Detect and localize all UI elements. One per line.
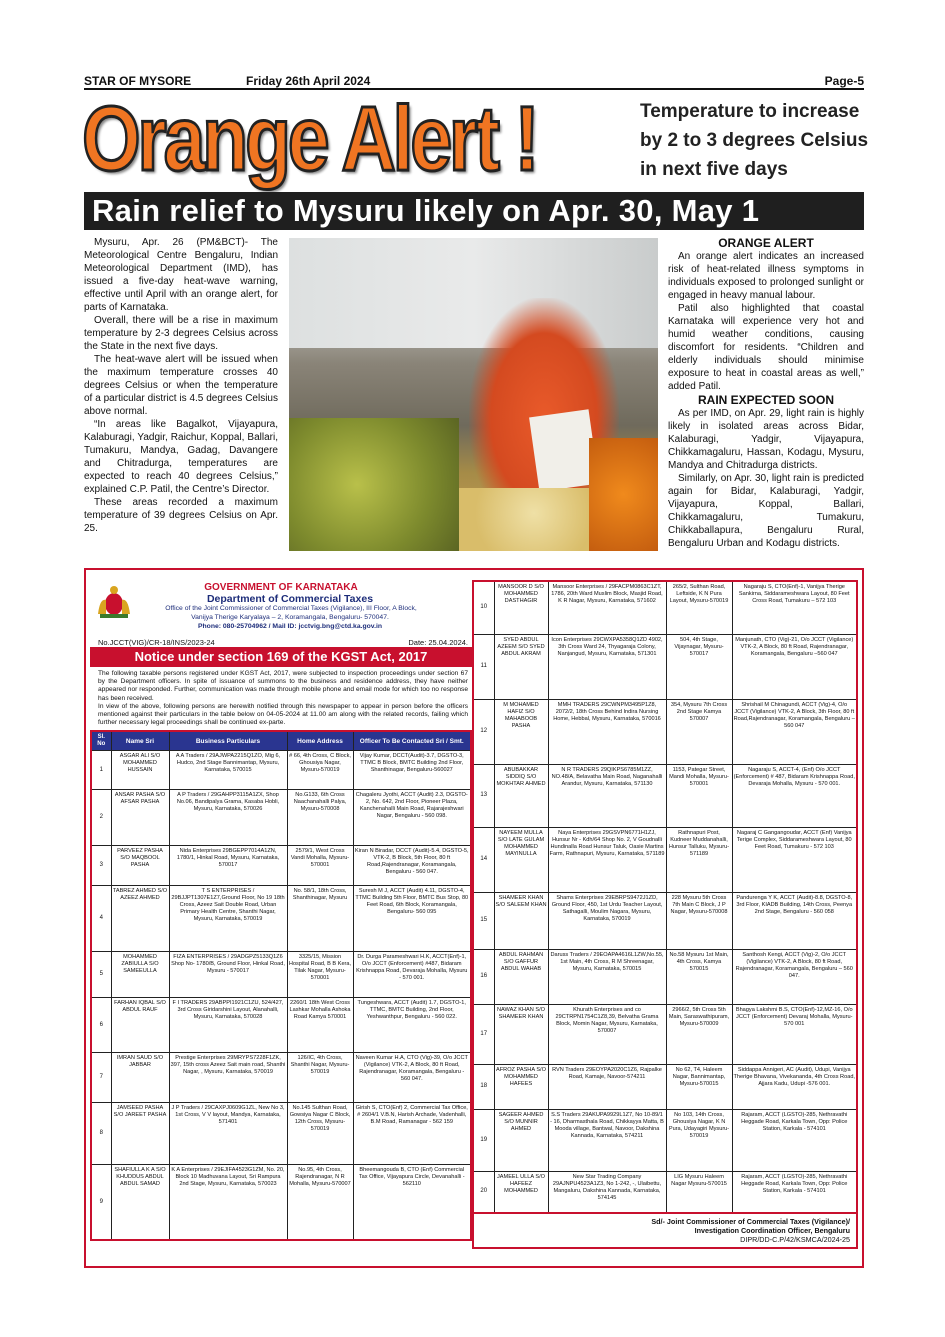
cell-business: S.S Traders 29AKUPA9929L1Z7, No 10-89/1 - 16, Dharmasthala Road, Chikkayya Matta, B Mooda village, Bantwal, Navoor, Dakshina Kannada, Karnataka, 574211 (548, 1109, 666, 1171)
cell-officer: Girish S, CTO(Enf) 2, Commercial Tax Office, # 2604/1 V.B.N, Harish Archade, Vadenhalli, B.M Road, Ramanagar - 562 159 (353, 1103, 471, 1165)
cell-name: JAMSEED PASHA S/O JAREET PASHA (111, 1103, 169, 1165)
paragraph: As per IMD, on Apr. 29, light rain is highly likely in isolated areas across Bidar, Kalaburagi, Yadgir, Vijayapura, Chikkamagaluru, Hassan, Kodagu, Mysuru, Mandya and Chitradurga districts. (668, 408, 864, 471)
table-row (473, 827, 857, 892)
cell-name: PARVEEZ PASHA S/O MAQBOOL PASHA (111, 846, 169, 886)
cell-home: 2966/2, 5th Cross 5th Main, Saraswathipuram, Mysuru-570009 (666, 1004, 732, 1064)
cell-name: M MOHAMED HAFIZ S/O MAHABOOB PASHA (494, 699, 548, 764)
table-row (91, 790, 471, 846)
cell-sl: 7 (91, 1053, 111, 1103)
cell-home: 3325/15, Mission Hospital Road, B B Kera, Tilak Nagar, Mysuru- 570001 (287, 952, 353, 998)
cell-home: No 103, 14th Cross, Ghousiya Nagar, K N Pura, Udayagiri Mysuru-570019 (666, 1109, 732, 1171)
header-home: Home Address (287, 731, 353, 751)
cell-name: SHAFIULLA K A S/O KHUDDUS ABDUL ABDUL SAMAD (111, 1165, 169, 1240)
cell-name: MOHAMMED ZABIULLA S/O SAMEEULLA (111, 952, 169, 998)
notice-body-para: In view of the above, following persons are herewith notified through this newspaper to appear in person before the officers mentioned against their particulars in the table below on 04-05-2024 at 11.00 am along with the related records, failing which further necessary legal proceedings shall be continued ex-parte. (98, 702, 468, 727)
cell-sl: 17 (473, 1004, 494, 1064)
notice-ref-row (90, 638, 472, 647)
signature-line: Sd/- Joint Commissioner of Commercial Taxes (Vigilance)/ (651, 1217, 850, 1226)
table-row (473, 581, 857, 634)
cell-officer: Siddappa Annigeri, AC (Audit), Udupi, Vanijya Therige Bhavana, Vivekananda, 4th Cross Road, Ajjara Kadu, Udupi -576 001. (732, 1064, 857, 1109)
cell-business: Prestige Enterprises 29MRYPS7228F1ZK, 397, 15th cross Azeez Sait main road, Shanthi Nagar, , Mysuru, Karnataka, 570019 (169, 1053, 287, 1103)
cell-officer: Kiran N Biradar, DCCT (Audit)-5.4, DGSTO-5, VTK-2, B Block, 5th Floor, 80 ft Road,Rajendranagar, Koramangala, Bengaluru - 560 047. (353, 846, 471, 886)
cell-home: No.G133, 6th Cross Naachanahalli Palya, Mysuru-570008 (287, 790, 353, 846)
notice-body-para: The following taxable persons registered under KGST Act, 2017, were subjected to inspection proceedings under section 67 by the Department officers. In spite of issuance of summons to the business and residence address, they have neither appeared nor responded. Further, communication was made through mobile phone and email mode for which too no response has been received. (98, 670, 468, 702)
cell-business: Nida Enterprises 29BGEPP7014A1ZN, 1780/1, Hinkal Road, Mysuru, Karnataka, 570017 (169, 846, 287, 886)
cell-name: ASGAR ALI S/O MOHAMMED HUSSAIN (111, 751, 169, 790)
cell-name: TABREZ AHMED S/O AZEEZ AHMED (111, 886, 169, 952)
cell-business: K A Enterprises / 29EJIFA4523G1ZM, No. 20, Block 10 Madhuvana Layout, Sri Rampura 2nd Stage, Mysuru, Karnataka, 570023 (169, 1165, 287, 1240)
cell-name: IMRAN SAUD S/O JABBAR (111, 1053, 169, 1103)
cell-home: LIG Mysuru Haleem Nagar Mysuru-570015 (666, 1171, 732, 1213)
cell-officer: Shrishail M Chinagundi, ACCT (Vig)-4, O/o JCCT (Vigilance) VTK-2, A Block, 3th Floor, 80 ft Road,Rajendranagar, Koramangala, Bengaluru –560 047 (732, 699, 857, 764)
notice-title: Notice under section 169 of the KGST Act, 2017 (90, 647, 472, 667)
table-row (473, 1109, 857, 1171)
headline: Orange Alert ! (82, 88, 537, 190)
cell-officer: Suresh M J, ACCT (Audit) 4.11, DGSTO-4, TTMC Building 5th Floor, BMTC Bus Stop, 80 Feet Road, 6th Block, Koramangala, Bengaluru- 560 095 (353, 886, 471, 952)
cell-home: 2579/1, West Cross Vandi Mohalla, Mysuru-570001 (287, 846, 353, 886)
cell-officer: Vijay Kumar, DCCT(Audit)-3.7, DGSTO-3, TTMC B Block, BMTC Building 2nd Floor, Shanthinagar, Bengaluru-560027 (353, 751, 471, 790)
notice-gov-title: GOVERNMENT OF KARNATAKA (204, 582, 358, 593)
cell-officer: Naveen Kumar H.A, CTO (Vig)-39, O/o JCCT (Vigilance) VTK-2, A Block, 80 ft Road, Rajendranagar, Koramangala, Bengaluru - 560 047. (353, 1053, 471, 1103)
cell-sl: 13 (473, 764, 494, 827)
table-row (91, 751, 471, 790)
cell-home: 265/2, Sulthan Road, Leftside, K N Pura Layout, Mysuru-570019 (666, 581, 732, 634)
notice-signature (472, 1214, 858, 1249)
signature-line: Investigation Coordination Officer, Bengaluru (694, 1226, 850, 1235)
subhead-rain-expected: RAIN EXPECTED SOON (697, 393, 835, 407)
cell-business: RVN Traders 29EOYPA2020C1Z6, Rajpalke Road, Kamaje, Navoor-574211 (548, 1064, 666, 1109)
cell-officer: Nagaraju S, ACCT-4, (Enf) O/o JCCT (Enforcement) # 487, Bidaram Krishnappa Road, Devaraja Mohalla, Mysuru - 570 001. (732, 764, 857, 827)
cell-officer: Bhagya Lakshmi B.S, CTO(Enf)-12,MZ-16, O/o JCCT (Enforcement) Devaraj Mohalla, Mysuru-570 001 (732, 1004, 857, 1064)
notice-contact: Phone: 080-25704962 / Mail ID: jcctvig.bng@ctd.ka.gov.in (197, 623, 383, 630)
cell-home: No.95, 4th Cross, Rajendranagar, N R Mohalla, Mysuru-570007 (287, 1165, 353, 1240)
subhead-orange-alert: ORANGE ALERT (718, 236, 814, 250)
paragraph: Mysuru, Apr. 26 (PM&BCT)- The Meteorological Centre Bengaluru, Indian Meteorological Department (IMD), has issued a five-day heat-wave warning, effective until April with an orange alert, for parts of Karnataka. (84, 237, 278, 313)
cell-home: No.145 Sulthan Road, Gowsiya Nagar C Block, 12th Cross, Mysuru-570019 (287, 1103, 353, 1165)
subheadline-line: by 2 to 3 degrees Celsius (640, 130, 869, 151)
cell-sl: 6 (91, 998, 111, 1053)
cell-business: Daruss Traders / 29EOAPA4616L1ZW,No.55, 1st Main, 4th Cross, R M Shreenagar, Mysuru, Karnataka, 570015 (548, 949, 666, 1004)
notice-table-right (472, 580, 858, 1214)
cell-home: No.58 Mysuru 1st Main, 4th Cross, Kamya 570015 (666, 949, 732, 1004)
article-left-column (84, 236, 278, 535)
cell-home: # 66, 4th Cross, C Block, Ghousiya Nagar, Mysuru-570019 (287, 751, 353, 790)
cell-home: 126/IC, 4th Cross, Shanthi Nagar, Mysuru-570019 (287, 1053, 353, 1103)
cell-officer: Nagaraju S, CTO(Enf)-1, Vanijya Therige Sankirna, Siddarameshwara Layout, 80 Feet Cross Road, Tumakuru – 572 103 (732, 581, 857, 634)
cell-business: Khurath Enterprises and co 29CTRPN1754C1Z8,39, Belvatha Grama Block, Momin Nagar, Mysuru, Karnataka, 570007 (548, 1004, 666, 1064)
news-photo-woman-drinking-at-fruit-stall (289, 238, 658, 551)
photo-melons (459, 488, 609, 551)
cell-sl: 3 (91, 846, 111, 886)
cell-sl: 12 (473, 699, 494, 764)
article-right-column (668, 236, 864, 550)
photo-oranges (589, 438, 658, 551)
notice-right-column (472, 580, 858, 1249)
cell-officer: Santhosh Kengi, ACCT (Vig)-2, O/o JCCT (Vigilance) VTK-2, A Block, 80 ft Road, Rajendranagar, Koramangala, Bengaluru – 560 047. (732, 949, 857, 1004)
table-header-row (91, 731, 471, 751)
table-row (91, 998, 471, 1053)
cell-sl: 18 (473, 1064, 494, 1109)
notice-office: Office of the Joint Commissioner of Commercial Taxes (Vigilance), III Floor, A Block, (165, 605, 417, 612)
cell-sl: 20 (473, 1171, 494, 1213)
cell-sl: 10 (473, 581, 494, 634)
cell-business: T S ENTERPRISES / 29BJJPT1307E1Z7,Ground Floor, No 19 18th Cross, Azeez Sait Double Road, Urban Primary Health Centre, Shanthi Nagar, Mysuru, Karnataka, 570019 (169, 886, 287, 952)
cell-home: 504, 4th Stage, Vijaynagar, Mysuru-570017 (666, 634, 732, 699)
cell-business: A A Traders / 29AJWPA2215Q1ZO, Mig 6, Hudco, 2nd Stage Bannimantap, Mysuru, Karnataka, 570015 (169, 751, 287, 790)
paragraph: These areas recorded a maximum temperature of 39 degrees Celsius on Apr. 25. (84, 497, 278, 534)
cell-sl: 1 (91, 751, 111, 790)
table-row (473, 764, 857, 827)
cell-home: Rathnapuri Post, Kudneer Muddanahalli, Hunsur Talluku, Mysuru-571189 (666, 827, 732, 892)
notice-table-left (90, 730, 472, 1241)
cell-name: NAYEEM MULLA S/O LATE GULAM MOHAMMED MAYINULLA (494, 827, 548, 892)
notice-left-column (90, 580, 472, 1241)
table-row (91, 1165, 471, 1240)
subheadline-line: Temperature to increase (640, 101, 860, 122)
paragraph: Overall, there will be a rise in maximum temperature by 2-3 degrees Celsius across the State in the next five days. (84, 315, 278, 352)
cell-officer: Dr. Durga Parameshwari H.K, ACCT(Enf)-1, O/o JCCT (Enforcement) #487, Bidaram Krishnappa Road, Devaraja Mohalla, Mysuru - 570 001. (353, 952, 471, 998)
table-row (91, 886, 471, 952)
cell-home: 2260/1 18th West Cross Lashkar Mohalla Ashoka Road Kamya 570001 (287, 998, 353, 1053)
cell-business: Mansoor Enterprises / 29FACPM0863C1ZT, 1786, 20th Ward Muslim Block, Masjid Road, K R Nagar, Mysuru, Karnataka, 571602 (548, 581, 666, 634)
cell-officer: Pandurenga Y K, ACCT (Audit)-8.8, DGSTO-8, 3rd Floor, KIADB Building, 14th Cross, Peenya 2nd Stage, Bengaluru - 560 058 (732, 892, 857, 949)
table-row (473, 699, 857, 764)
cell-name: NAWAZ KHAN S/O SHAMEER KHAN (494, 1004, 548, 1064)
cell-home: 228 Mysuru 5th Cross 7th Main C Block, J P Nagar, Mysuru-570008 (666, 892, 732, 949)
subheadline (640, 97, 868, 184)
cell-name: ABDUL RAHMAN S/O GAFFUR ABDUL WAHAB (494, 949, 548, 1004)
table-row (91, 846, 471, 886)
cell-name: ANSAR PASHA S/O AFSAR PASHA (111, 790, 169, 846)
cell-name: JAMEEL ULLA S/O HAFEEZ MOHAMMED (494, 1171, 548, 1213)
cell-sl: 8 (91, 1103, 111, 1165)
table-row (473, 1171, 857, 1213)
header-sl: Sl. No (91, 731, 111, 751)
cell-officer: Nagaraj C Gangangoudar, ACCT (Enf) Vanijya Terige Complex, Siddarameshwara Layout, 80 Feet Road, Tumakuru - 572 103 (732, 827, 857, 892)
table-row (473, 892, 857, 949)
cell-sl: 15 (473, 892, 494, 949)
cell-sl: 19 (473, 1109, 494, 1171)
header-officer: Officer To Be Contacted Sri / Smt. (353, 731, 471, 751)
notice-body (90, 667, 472, 730)
cell-business: Icon Enterprises 29CWXPA5358Q1ZD 4902, 3th Cross Ward 24, Thyagaraja Colony, Nanjangud, Mysuru, Karnataka, 571301 (548, 634, 666, 699)
table-row (91, 952, 471, 998)
cell-sl: 4 (91, 886, 111, 952)
photo-grapes (289, 418, 459, 551)
cell-business: N R TRADERS 29QIKPS6785M1ZZ, NO.48/A, Belavatha Main Road, Naganahalli Arandur, Mysuru, Karnataka, 571130 (548, 764, 666, 827)
cell-business: Shams Enterprises 29EBRPS9472J1ZD, Ground Floor, 450, 1st Urdu Teacher Layout, Sathagalli, Moulim Nagara, Mysuru, Karnataka, 570019 (548, 892, 666, 949)
cell-business: A P Traders / 29GAHPP3115A1ZX, Shop No.06, Bandipalya Grama, Kasaba Hobli, Mysuru, Karnataka, 570026 (169, 790, 287, 846)
cell-business: J P Traders / 29CAXPJ0609G1ZL, New No 3, 1st Cross, V V layout, Mandya, Karnataka, 571401 (169, 1103, 287, 1165)
notice-dept: Department of Commercial Taxes (206, 593, 374, 605)
table-row (91, 1103, 471, 1165)
cell-officer: Rajaram, ACCT (LGSTO)-285, Nethravathi Heggade Road, Karkala Town, Opp: Police Station, Karkala - 574101 (732, 1109, 857, 1171)
table-row (473, 1004, 857, 1064)
cell-officer: Manjunath, CTO (Vig)-21, O/o JCCT (Vigilance) VTK-2, A Block, 80 ft Road, Rajendranagar, Koramangala, Bengaluru –560 047 (732, 634, 857, 699)
cell-business: F I TRADERS 29ABPPI1921C1ZU, 524/427, 3rd Cross Giridarshini Layout, Alanahalli, Mysuru, Karnataka, 570028 (169, 998, 287, 1053)
cell-name: FARHAN IQBAL S/O ABDUL RAUF (111, 998, 169, 1053)
banner-headline: Rain relief to Mysuru likely on Apr. 30, May 1 (84, 192, 864, 230)
cell-officer: Bheemangouda B, CTO (Enf) Commercial Tax Office, Vijayapura Circle, Devanahalli - 562110 (353, 1165, 471, 1240)
cell-sl: 16 (473, 949, 494, 1004)
paragraph: Similarly, on Apr. 30, light rain is predicted again for Bidar, Kalaburagi, Yadgir, Vijayapura, Koppal, Ballari, Chikkamagaluru, Tumakuru, Chikkaballapura, Bengaluru Rural, Bengaluru Urban and Kodagu districts. (668, 473, 864, 549)
dipr-reference: DIPR/DD-C.P/42/KSMCA/2024-25 (740, 1235, 850, 1244)
cell-business: MMH TRADERS 29CWNPM3495P1Z8, 2072/2, 18th Cross Behind Indira Nursing Home, Hebbal, Mysuru, Karnataka, 570016 (548, 699, 666, 764)
cell-name: ABUBAKKAR SIDDIQ S/O MOKHTAR AHMED (494, 764, 548, 827)
table-row (473, 1064, 857, 1109)
page-number: Page-5 (824, 74, 864, 88)
cell-officer: Tungeshwara, ACCT (Audit) 1.7, DGSTO-1, TTMC, BMTC Building, 2nd Floor, Yeshwanthpur, Bengaluru - 560 022. (353, 998, 471, 1053)
header-business: Business Particulars (169, 731, 287, 751)
paragraph: The heat-wave alert will be issued when the maximum temperature crosses 40 degrees Celsius or when the temperature of a particular district is 4.5 degrees Celsius above normal. (84, 354, 278, 417)
cell-home: No. 58/1, 18th Cross, Shanthinagar, Mysuru (287, 886, 353, 952)
header-name: Name Sri (111, 731, 169, 751)
table-row (91, 1053, 471, 1103)
cell-name: SYED ABDUL AZEEM S/O SYED ABDUL AKRAM (494, 634, 548, 699)
cell-name: AFROZ PASHA S/O MOHAMMED HAFEES (494, 1064, 548, 1109)
cell-sl: 5 (91, 952, 111, 998)
paragraph: Patil also highlighted that coastal Karnataka will experience very hot and humid weather conditions, causing discomfort for residents. “Children and elderly individuals should minimise exposure to heat in coastal areas as well,” added Patil. (668, 303, 864, 392)
table-row (473, 949, 857, 1004)
cell-business: FIZA ENTERPRISES / 29ADGPZ5133Q1Z6 Shop No- 1780/B, Ground Floor, Hinkal Road, Mysuru - 570017 (169, 952, 287, 998)
subheadline-line: in next five days (640, 159, 788, 180)
issue-date: Friday 26th April 2024 (246, 74, 371, 88)
notice-ref-no: No.JCCT(VIG)/CR-18/INS/2023-24 (98, 638, 215, 647)
cell-officer: Rajaram, ACCT (LGSTO)-285, Nethravathi Heggade Road, Karkala Town, Opp: Police Station, Karkala - 574101 (732, 1171, 857, 1213)
paper-name: STAR OF MYSORE (84, 74, 192, 88)
cell-business: Naya Enterprises 29GSVPN6771H1ZJ, Hunsur Nr - Kdh/64 Shop No. 2, V Goudnalli Hundinalla Road Hunsur Taluk, Oasie Martins Farm, Rathnapuri, Mysuru, Karnataka, 571189 (548, 827, 666, 892)
notice-address: Vanijya Therige Karyalaya – 2, Koramangala, Bengaluru- 570047. (191, 614, 389, 621)
paragraph: An orange alert indicates an increased risk of heat-related illness symptoms in individuals exposed to prolonged sunlight or engaged in heavy manual labour. (668, 251, 864, 301)
cell-home: No 62, T4, Haleem Nagar, Bannimantap, Mysuru-570015 (666, 1064, 732, 1109)
cell-home: 354, Mysuru 7th Cross 2nd Stage Kamya 570007 (666, 699, 732, 764)
cell-name: MANSOOR D S/O MOHAMMED DASTHAGIR (494, 581, 548, 634)
cell-sl: 14 (473, 827, 494, 892)
cell-sl: 11 (473, 634, 494, 699)
paragraph: “In areas like Bagalkot, Vijayapura, Kalaburagi, Yadgir, Raichur, Koppal, Ballari, Tumakuru, Mandya, Gadag, Davangere and Chitradurga, temperatures are expected to reach 40 degrees Celsius,” explained C.P. Patil, the Centre’s Director. (84, 419, 278, 495)
cell-business: New Star Trading Company 29AJNPU4523A1Z3, No 1-242, -, Ulaibettu, Mangaluru, Dakshina Kannada, Karnataka, 574145 (548, 1171, 666, 1213)
notice-date: Date: 25.04.2024. (408, 638, 468, 647)
notice-header (90, 580, 472, 638)
cell-sl: 2 (91, 790, 111, 846)
cell-name: SHAMEER KHAN S/O SALEEM KHAN (494, 892, 548, 949)
cell-name: SAGEER AHMED S/O MUNNIR AHMED (494, 1109, 548, 1171)
table-row (473, 634, 857, 699)
cell-home: 1153, Pategar Street, Mandi Mohalla, Mysuru-570001 (666, 764, 732, 827)
cell-officer: Chagaleru Jyothi, ACCT (Audit) 2.3, DGSTO-2, No. 642, 2nd Floor, Pioneer Plaza, Kanchenahalli Main Road, Rajarajeshwari Nagar, Bengaluru - 560 098. (353, 790, 471, 846)
cell-sl: 9 (91, 1165, 111, 1240)
